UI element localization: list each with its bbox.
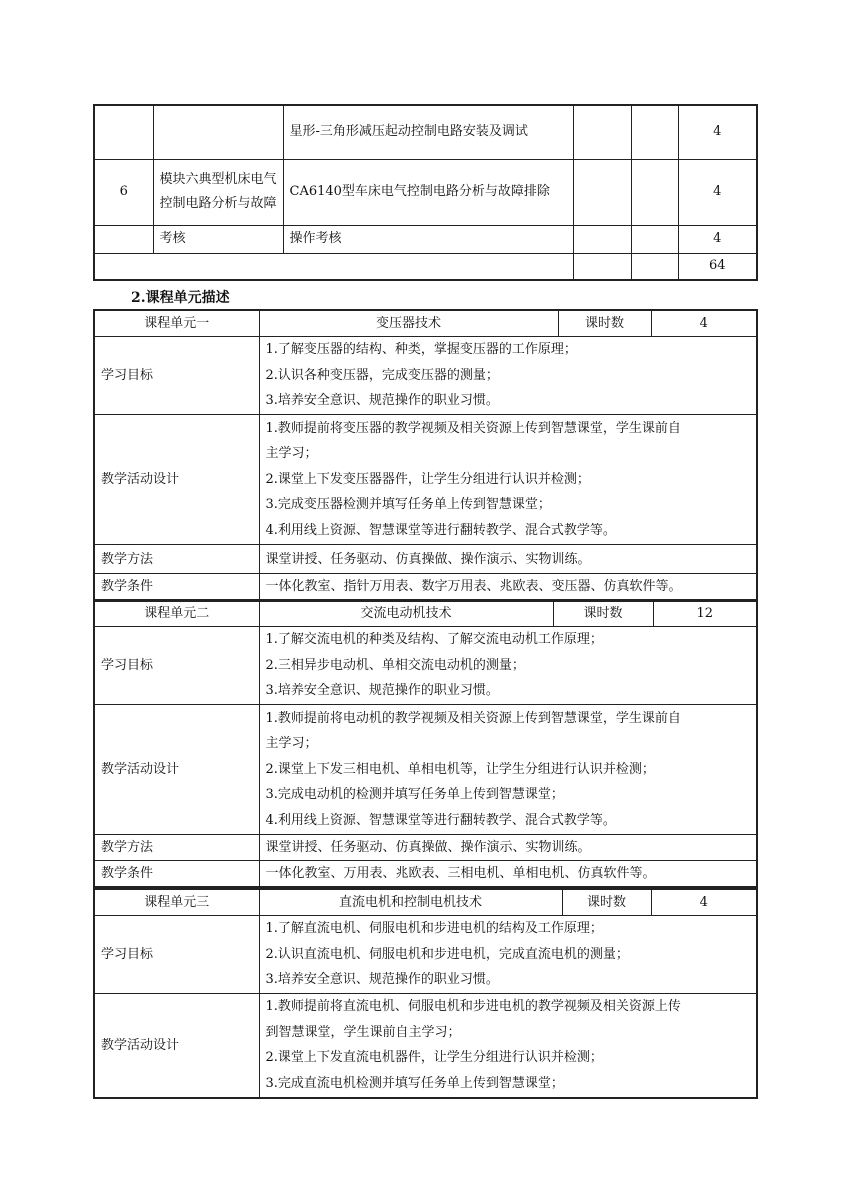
activities-content bbox=[259, 415, 757, 545]
unit-hours: 12 bbox=[653, 600, 757, 627]
methods-row bbox=[94, 545, 757, 574]
conditions-label: 教学条件 bbox=[94, 861, 259, 888]
module-content: 星形-三角形减压起动控制电路安装及调试 bbox=[283, 105, 573, 159]
activities-row bbox=[94, 994, 757, 1098]
total-row bbox=[94, 253, 757, 280]
unit-title: 交流电动机技术 bbox=[259, 600, 553, 627]
activity-line: 1.教师提前将直流电机、伺服电机和步进电机的教学视频及相关资源上传 bbox=[265, 999, 681, 1015]
activities-content bbox=[259, 705, 757, 835]
module-hours: 4 bbox=[678, 225, 757, 253]
activity-line: 4.利用线上资源、智慧课堂等进行翻转教学、混合式教学等。 bbox=[265, 522, 616, 538]
activity-line: 2.课堂上下发三相电机、单相电机等，让学生分组进行认识并检测； bbox=[265, 761, 655, 777]
methods-content: 课堂讲授、任务驱动、仿真操做、操作演示、实物训练。 bbox=[259, 545, 757, 574]
goals-label: 学习目标 bbox=[94, 627, 259, 705]
activity-line: 3.完成电动机的检测并填写任务单上传到智慧课堂； bbox=[265, 787, 564, 803]
unit-header-row bbox=[94, 889, 757, 916]
unit-table-1 bbox=[93, 309, 758, 602]
unit-table-3 bbox=[93, 888, 758, 1099]
activities-row bbox=[94, 705, 757, 835]
goals-label: 学习目标 bbox=[94, 337, 259, 415]
hours-label: 课时数 bbox=[562, 889, 651, 916]
module-name bbox=[153, 105, 283, 159]
unit-name: 课程单元二 bbox=[94, 600, 259, 627]
goal-line: 3.培养安全意识、规范操作的职业习惯。 bbox=[265, 972, 499, 988]
activity-line: 主学习； bbox=[265, 736, 318, 752]
conditions-row bbox=[94, 574, 757, 601]
activity-line: 主学习； bbox=[265, 446, 318, 462]
unit-hours: 4 bbox=[651, 310, 757, 337]
methods-row bbox=[94, 835, 757, 861]
methods-label: 教学方法 bbox=[94, 835, 259, 861]
module-name: 模块六典型机床电气控制电路分析与故障 bbox=[153, 159, 283, 225]
table-row bbox=[94, 159, 757, 225]
activity-line: 3.完成变压器检测并填写任务单上传到智慧课堂； bbox=[265, 497, 551, 513]
schedule-table bbox=[93, 104, 758, 281]
activities-label: 教学活动设计 bbox=[94, 705, 259, 835]
module-number: 6 bbox=[94, 159, 153, 225]
module-content: CA6140型车床电气控制电路分析与故障排除 bbox=[283, 159, 573, 225]
unit-title: 直流电机和控制电机技术 bbox=[259, 889, 562, 916]
goal-line: 1.了解变压器的结构、种类，掌握变压器的工作原理； bbox=[265, 342, 577, 358]
goals-content bbox=[259, 916, 757, 994]
goals-content bbox=[259, 337, 757, 415]
table-row bbox=[94, 225, 757, 253]
goals-label: 学习目标 bbox=[94, 916, 259, 994]
goals-row bbox=[94, 337, 757, 415]
activity-line: 1.教师提前将变压器的教学视频及相关资源上传到智慧课堂，学生课前自 bbox=[265, 420, 681, 436]
module-name: 考核 bbox=[153, 225, 283, 253]
activities-row bbox=[94, 415, 757, 545]
activity-line: 4.利用线上资源、智慧课堂等进行翻转教学、混合式教学等。 bbox=[265, 812, 616, 828]
conditions-row bbox=[94, 861, 757, 888]
goals-row bbox=[94, 627, 757, 705]
conditions-content: 一体化教室、指针万用表、数字万用表、兆欧表、变压器、仿真软件等。 bbox=[259, 574, 757, 601]
unit-table-2 bbox=[93, 599, 758, 888]
goal-line: 1.了解直流电机、伺服电机和步进电机的结构及工作原理； bbox=[265, 921, 603, 937]
unit-name: 课程单元三 bbox=[94, 889, 259, 916]
activity-line: 2.课堂上下发直流电机器件，让学生分组进行认识并检测； bbox=[265, 1050, 603, 1066]
goal-line: 1.了解交流电机的种类及结构、了解交流电动机工作原理； bbox=[265, 632, 603, 648]
goal-line: 2.认识各种变压器，完成变压器的测量； bbox=[265, 367, 499, 383]
activities-label: 教学活动设计 bbox=[94, 994, 259, 1098]
goal-line: 2.认识直流电机、伺服电机和步进电机，完成直流电机的测量； bbox=[265, 946, 629, 962]
methods-label: 教学方法 bbox=[94, 545, 259, 574]
unit-title: 变压器技术 bbox=[259, 310, 558, 337]
unit-header-row bbox=[94, 310, 757, 337]
conditions-label: 教学条件 bbox=[94, 574, 259, 601]
total-hours: 64 bbox=[678, 253, 757, 280]
module-number bbox=[94, 225, 153, 253]
module-hours: 4 bbox=[678, 159, 757, 225]
conditions-content: 一体化教室、万用表、兆欧表、三相电机、单相电机、仿真软件等。 bbox=[259, 861, 757, 888]
table-row bbox=[94, 105, 757, 159]
activity-line: 3.完成直流电机检测并填写任务单上传到智慧课堂； bbox=[265, 1075, 564, 1091]
hours-label: 课时数 bbox=[553, 600, 653, 627]
goal-line: 2.三相异步电动机、单相交流电动机的测量； bbox=[265, 657, 525, 673]
unit-hours: 4 bbox=[651, 889, 757, 916]
activities-label: 教学活动设计 bbox=[94, 415, 259, 545]
goals-content bbox=[259, 627, 757, 705]
module-content: 操作考核 bbox=[283, 225, 573, 253]
unit-name: 课程单元一 bbox=[94, 310, 259, 337]
hours-label: 课时数 bbox=[558, 310, 651, 337]
goal-line: 3.培养安全意识、规范操作的职业习惯。 bbox=[265, 683, 499, 699]
section-heading: 2.课程单元描述 bbox=[131, 290, 230, 306]
goal-line: 3.培养安全意识、规范操作的职业习惯。 bbox=[265, 393, 499, 409]
activity-line: 2.课堂上下发变压器器件，让学生分组进行认识并检测； bbox=[265, 471, 590, 487]
activities-content bbox=[259, 994, 757, 1098]
unit-header-row bbox=[94, 600, 757, 627]
activity-line: 1.教师提前将电动机的教学视频及相关资源上传到智慧课堂，学生课前自 bbox=[265, 710, 681, 726]
methods-content: 课堂讲授、任务驱动、仿真操做、操作演示、实物训练。 bbox=[259, 835, 757, 861]
module-hours: 4 bbox=[678, 105, 757, 159]
module-number bbox=[94, 105, 153, 159]
goals-row bbox=[94, 916, 757, 994]
activity-line: 到智慧课堂，学生课前自主学习； bbox=[265, 1024, 461, 1040]
